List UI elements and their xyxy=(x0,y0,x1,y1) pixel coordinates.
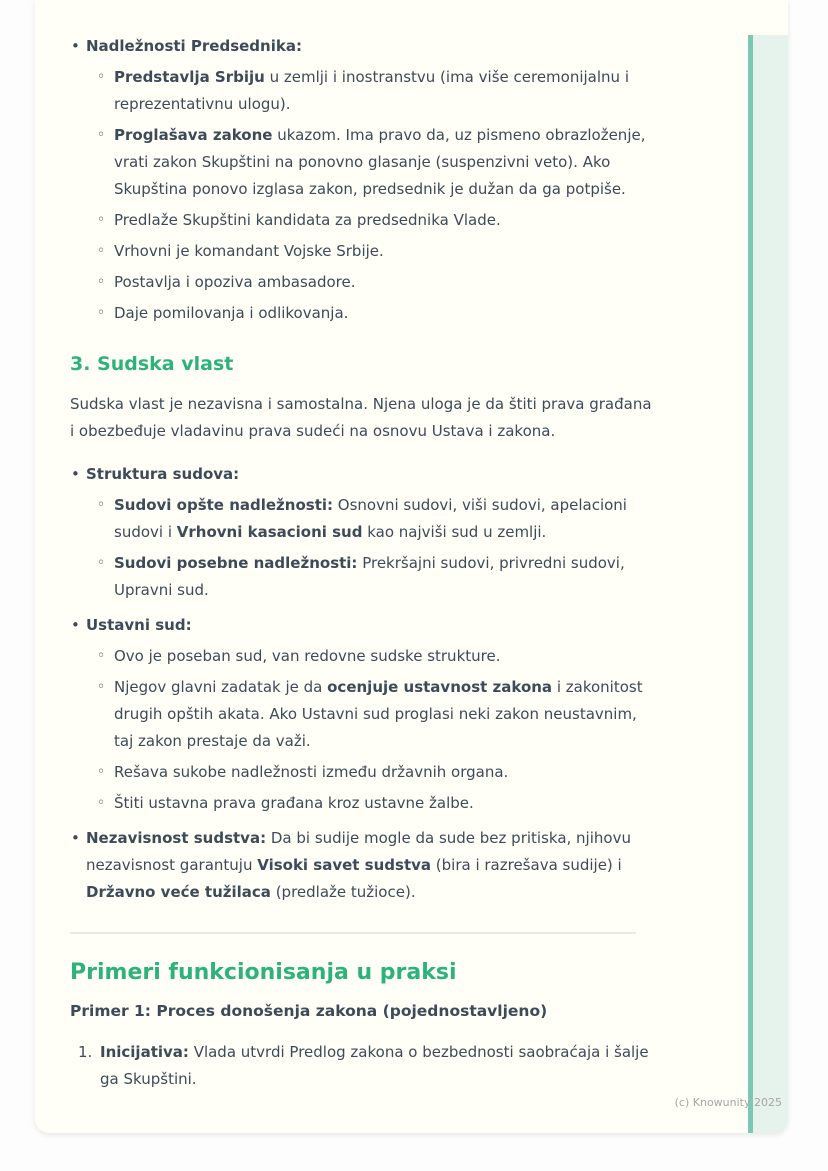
sub-list-item xyxy=(86,674,658,755)
sub-list-item xyxy=(86,790,658,817)
heading-h2: Primeri funkcionisanja u praksi xyxy=(70,960,457,985)
text-run: (bira i razrešava sudije) i xyxy=(431,856,622,874)
paragraph xyxy=(70,391,658,445)
bold-text-run: Nezavisnost sudstva: xyxy=(86,829,267,847)
sub-list-item xyxy=(86,207,658,234)
text-run: Njegov glavni zadatak je da xyxy=(114,678,328,696)
sub-list-item xyxy=(86,122,658,203)
sub-bullet-list xyxy=(86,643,658,817)
sub-list-item xyxy=(86,64,658,118)
bold-text-run: Sudovi posebne nadležnosti: xyxy=(114,554,358,572)
text-run: Rešava sukobe nadležnosti između državnih organa. xyxy=(114,763,509,781)
numbered-list xyxy=(70,1039,658,1093)
bold-text-run: Ustavni sud: xyxy=(86,616,192,634)
bold-text-run: Struktura sudova: xyxy=(86,465,240,483)
list-item xyxy=(70,1039,658,1093)
text-run: Štiti ustavna prava građana kroz ustavne žalbe. xyxy=(114,794,474,812)
text-run: Osnovni sudovi, viši sudovi, apelacioni sudovi i xyxy=(114,496,627,541)
text-run: i zakonitost drugih opštih akata. Ako Ustavni sud proglasi neki zakon neustavnim, taj zakon prestaje da važi. xyxy=(114,678,643,750)
bold-text-run: Inicijativa: xyxy=(100,1043,189,1061)
accent-bar xyxy=(748,35,788,1133)
sub-list-item xyxy=(86,269,658,296)
bullet-list xyxy=(70,461,658,906)
sub-bullet-list xyxy=(86,64,658,327)
sub-list-item xyxy=(86,759,658,786)
heading-h4: Primer 1: Proces donošenja zakona (pojednostavljeno) xyxy=(70,1002,548,1020)
document-content xyxy=(70,0,658,1093)
list-item xyxy=(70,33,658,327)
text-run: Vlada utvrdi Predlog zakona o bezbednosti saobraćaja i šalje ga Skupštini. xyxy=(100,1043,649,1088)
sub-list-item xyxy=(86,492,658,546)
text-run: Daje pomilovanja i odlikovanja. xyxy=(114,304,349,322)
bold-text-run: ocenjuje ustavnost zakona xyxy=(327,678,553,696)
text-run: Postavlja i opoziva ambasadore. xyxy=(114,273,356,291)
text-run: Vrhovni je komandant Vojske Srbije. xyxy=(114,242,384,260)
copyright-watermark: (c) Knowunity 2025 xyxy=(674,1096,782,1109)
text-run: ukazom. Ima pravo da, uz pismeno obrazloženje, vrati zakon Skupštini na ponovno glasanje (suspenzivni veto). Ako Skupština ponovo izglasa zakon, predsednik je dužan da ga potpiše. xyxy=(114,126,646,198)
sub-list-item xyxy=(86,300,658,327)
heading-h3: 3. Sudska vlast xyxy=(70,353,234,375)
bullet-list xyxy=(70,33,658,327)
text-run: Da bi sudije mogle da sude bez pritiska, njihovu nezavisnost garantuju xyxy=(86,829,631,874)
bold-text-run: Sudovi opšte nadležnosti: xyxy=(114,496,334,514)
bold-text-run: Visoki savet sudstva xyxy=(257,856,432,874)
bold-text-run: Vrhovni kasacioni sud xyxy=(176,523,363,541)
sub-bullet-list xyxy=(86,492,658,604)
sub-list-item xyxy=(86,643,658,670)
bold-text-run: Državno veće tužilaca xyxy=(86,883,271,901)
text-run: Ovo je poseban sud, van redovne sudske strukture. xyxy=(114,647,501,665)
list-item xyxy=(70,461,658,604)
section-divider xyxy=(70,932,636,934)
text-run: kao najviši sud u zemlji. xyxy=(362,523,547,541)
text-run: (predlaže tužioce). xyxy=(270,883,416,901)
list-item xyxy=(70,825,658,906)
bold-text-run: Predstavlja Srbiju xyxy=(114,68,265,86)
bold-text-run: Proglašava zakone xyxy=(114,126,273,144)
text-run: Prekršajni sudovi, privredni sudovi, Upravni sud. xyxy=(114,554,625,599)
list-item xyxy=(70,612,658,817)
page xyxy=(35,0,788,1133)
sub-list-item xyxy=(86,550,658,604)
text-run: Sudska vlast je nezavisna i samostalna. Njena uloga je da štiti prava građana i obezbeđuje vladavinu prava sudeći na osnovu Ustava i zakona. xyxy=(70,395,652,440)
sub-list-item xyxy=(86,238,658,265)
text-run: Predlaže Skupštini kandidata za predsednika Vlade. xyxy=(114,211,501,229)
bold-text-run: Nadležnosti Predsednika: xyxy=(86,37,302,55)
text-run: u zemlji i inostranstvu (ima više ceremonijalnu i reprezentativnu ulogu). xyxy=(114,68,629,113)
